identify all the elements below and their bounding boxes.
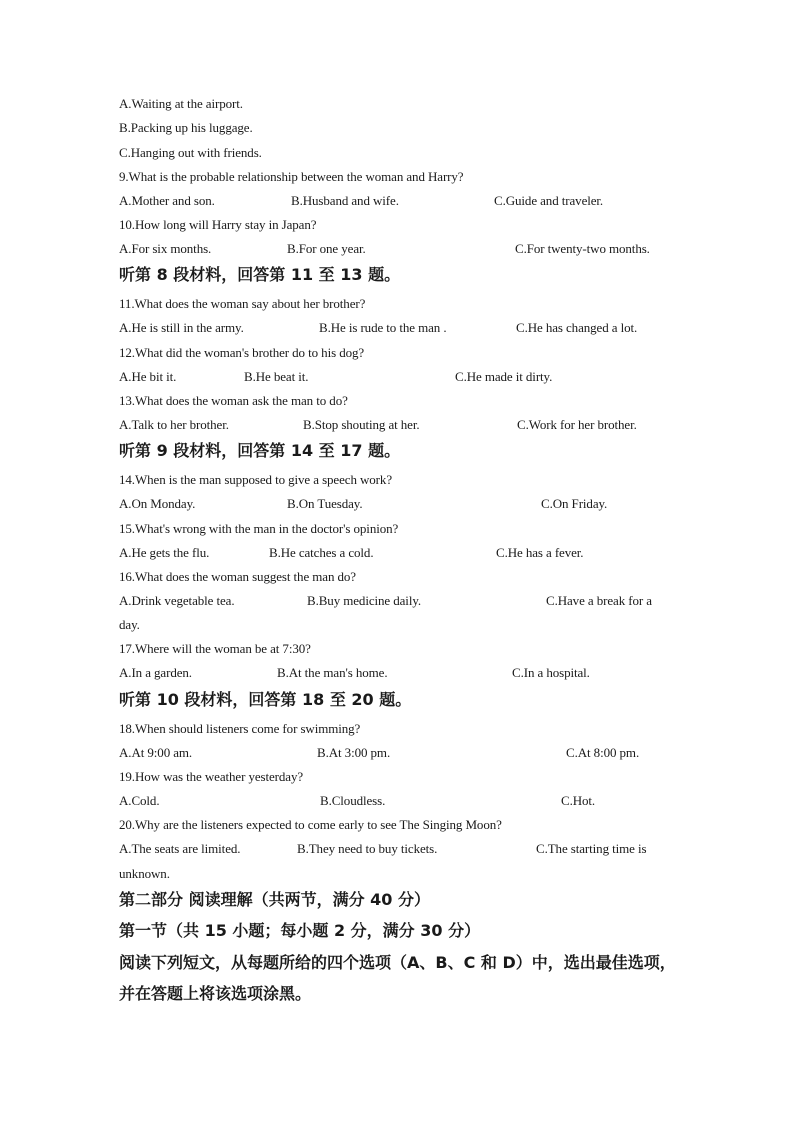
- part-2-title: 第二部分 阅读理解（共两节，满分 40 分）: [119, 890, 430, 909]
- q10-option-c: C.For twenty-two months.: [515, 241, 650, 256]
- q15-option-a: A.He gets the flu.: [119, 545, 210, 560]
- q9-question: 9.What is the probable relationship between the woman and Harry?: [119, 169, 464, 184]
- q8-option-b: B.Packing up his luggage.: [119, 120, 253, 135]
- q17-question: 17.Where will the woman be at 7:30?: [119, 641, 311, 656]
- q13-option-a: A.Talk to her brother.: [119, 417, 229, 432]
- q15-question: 15.What's wrong with the man in the doctor's opinion?: [119, 521, 399, 536]
- part-2-section-1-title: 第一节（共 15 小题；每小题 2 分，满分 30 分）: [119, 921, 481, 940]
- q13-question: 13.What does the woman ask the man to do?: [119, 393, 348, 408]
- q19-question: 19.How was the weather yesterday?: [119, 769, 304, 784]
- q9-option-a: A.Mother and son.: [119, 193, 215, 208]
- q20-option-c: C.The starting time is: [536, 841, 647, 856]
- q13-option-c: C.Work for her brother.: [517, 417, 637, 432]
- q9-option-c: C.Guide and traveler.: [494, 193, 604, 208]
- q10-option-b: B.For one year.: [287, 241, 366, 256]
- q12-option-a: A.He bit it.: [119, 369, 177, 384]
- q16-option-c: C.Have a break for a: [546, 593, 652, 608]
- q20-option-c-continuation: unknown.: [119, 866, 170, 881]
- q12-question: 12.What did the woman's brother do to his dog?: [119, 345, 365, 360]
- instructions-line-1: 阅读下列短文，从每题所给的四个选项（A、B、C 和 D）中，选出最佳选项，: [119, 953, 676, 972]
- q11-option-b: B.He is rude to the man .: [319, 320, 447, 335]
- q12-option-b: B.He beat it.: [244, 369, 309, 384]
- q11-question: 11.What does the woman say about her brother?: [119, 296, 366, 311]
- q18-option-b: B.At 3:00 pm.: [317, 745, 391, 760]
- q20-question: 20.Why are the listeners expected to come early to see The Singing Moon?: [119, 817, 502, 832]
- q12-option-c: C.He made it dirty.: [455, 369, 553, 384]
- q16-option-b: B.Buy medicine daily.: [307, 593, 422, 608]
- q14-option-b: B.On Tuesday.: [287, 496, 363, 511]
- section-10-heading: 听第 10 段材料，回答第 18 至 20 题。: [119, 690, 412, 709]
- q16-option-a: A.Drink vegetable tea.: [119, 593, 235, 608]
- q17-option-c: C.In a hospital.: [512, 665, 590, 680]
- q18-option-c: C.At 8:00 pm.: [566, 745, 640, 760]
- q9-option-b: B.Husband and wife.: [291, 193, 399, 208]
- q20-option-a: A.The seats are limited.: [119, 841, 241, 856]
- q14-option-a: A.On Monday.: [119, 496, 196, 511]
- q17-option-a: A.In a garden.: [119, 665, 192, 680]
- q8-option-a: A.Waiting at the airport.: [119, 96, 243, 111]
- q11-option-a: A.He is still in the army.: [119, 320, 244, 335]
- q13-option-b: B.Stop shouting at her.: [303, 417, 420, 432]
- instructions-line-2: 并在答题上将该选项涂黑。: [119, 984, 312, 1003]
- q10-question: 10.How long will Harry stay in Japan?: [119, 217, 317, 232]
- q15-option-b: B.He catches a cold.: [269, 545, 374, 560]
- section-8-heading: 听第 8 段材料，回答第 11 至 13 题。: [119, 265, 401, 284]
- q14-option-c: C.On Friday.: [541, 496, 608, 511]
- q20-option-b: B.They need to buy tickets.: [297, 841, 438, 856]
- q19-option-b: B.Cloudless.: [320, 793, 386, 808]
- q18-option-a: A.At 9:00 am.: [119, 745, 193, 760]
- q19-option-c: C.Hot.: [561, 793, 596, 808]
- q11-option-c: C.He has changed a lot.: [516, 320, 638, 335]
- q8-option-c: C.Hanging out with friends.: [119, 145, 262, 160]
- q10-option-a: A.For six months.: [119, 241, 212, 256]
- q14-question: 14.When is the man supposed to give a speech work?: [119, 472, 392, 487]
- q16-option-c-continuation: day.: [119, 617, 140, 632]
- q15-option-c: C.He has a fever.: [496, 545, 584, 560]
- q16-question: 16.What does the woman suggest the man do?: [119, 569, 356, 584]
- q17-option-b: B.At the man's home.: [277, 665, 388, 680]
- q18-question: 18.When should listeners come for swimming?: [119, 721, 361, 736]
- q19-option-a: A.Cold.: [119, 793, 160, 808]
- section-9-heading: 听第 9 段材料，回答第 14 至 17 题。: [119, 441, 401, 460]
